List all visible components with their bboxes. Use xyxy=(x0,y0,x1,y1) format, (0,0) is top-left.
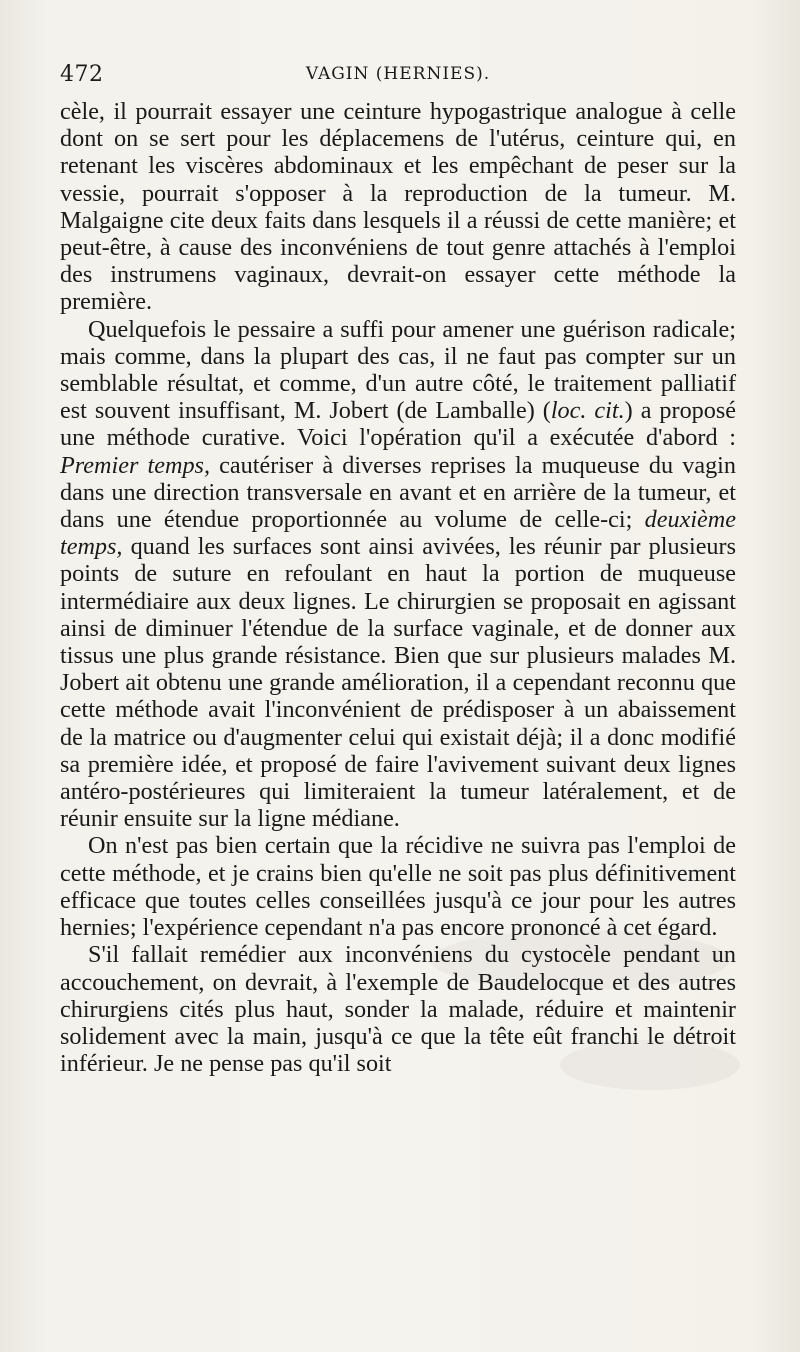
body-text xyxy=(60,98,736,1077)
citation-loc-cit: loc. cit. xyxy=(550,397,625,425)
paragraph-1: cèle, il pourrait essayer une ceinture hypogastrique analogue à celle dont on se sert pour les déplacemens de l'utérus, ceinture qui, en retenant les viscères abdominaux et les empêchant de peser sur la vessie, pourrait s'opposer à la reproduction de la tumeur. M. Malgaigne cite deux faits dans lesquels il a réussi de cette manière; et peut-être, à cause des inconvéniens de tout genre attachés à l'emploi des instrumens vaginaux, devrait-on essayer cette méthode la première. xyxy=(60,98,736,316)
step-premier-temps: Premier temps, xyxy=(60,451,211,479)
running-title: VAGIN (HERNIES). xyxy=(305,64,491,84)
running-head xyxy=(60,62,736,90)
paragraph-3: On n'est pas bien certain que la récidive ne suivra pas l'emploi de cette méthode, et je crains bien qu'elle ne soit pas plus définitivement efficace que toutes celles conseillées jusqu'à ce jour pour les autres hernies; l'expérience cependant n'a pas encore prononcé à cet égard. xyxy=(60,832,736,942)
step-deuxieme-temps: deuxième temps, xyxy=(60,506,736,561)
paragraph-2-text-c: cautériser à diverses reprises la muqueuse du vagin dans une direction transversale en avant et en arrière de la tumeur, et dans une étendue proportionnée au volume de celle-ci; xyxy=(60,451,737,534)
paragraph-2-text-d: quand les surfaces sont ainsi avivées, les réunir par plusieurs points de suture en refoulant en haut la portion de muqueuse intermédiaire aux deux lignes. Le chirurgien se proposait en agissant ainsi de diminuer l'étendue de la surface vaginale, et de donner aux tissus une plus grande résistance. Bien que sur plusieurs malades M. Jobert ait obtenu une grande amélioration, il a cependant reconnu que cette méthode avait l'inconvénient de prédisposer à un abaissement de la matrice ou d'augmenter celui qui existait déjà; il a donc modifié sa première idée, et proposé de faire l'avivement suivant deux lignes antéro-postérieures qui limiteraient la tumeur latéralement, et de réunir ensuite sur la ligne médiane. xyxy=(60,533,736,833)
paragraph-2 xyxy=(60,316,736,833)
paragraph-2-text-b: ) a proposé une méthode curative. Voici l'opération qu'il a exécutée d'abord : xyxy=(60,397,737,452)
page-number: 472 xyxy=(60,62,104,87)
paragraph-2-text-a: Quelquefois le pessaire a suffi pour amener une guérison radicale; mais comme, dans la plupart des cas, il ne faut pas compter sur un semblable résultat, et comme, d'un autre côté, le traitement palliatif est souvent insuffisant, M. Jobert (de Lamballe) ( xyxy=(60,315,736,425)
paragraph-4: S'il fallait remédier aux inconvéniens du cystocèle pendant un accouchement, on devrait, à l'exemple de Baudelocque et des autres chirurgiens cités plus haut, sonder la malade, réduire et maintenir solidement avec la main, jusqu'à ce que la tête eût franchi le détroit inférieur. Je ne pense pas qu'il soit xyxy=(60,941,736,1078)
